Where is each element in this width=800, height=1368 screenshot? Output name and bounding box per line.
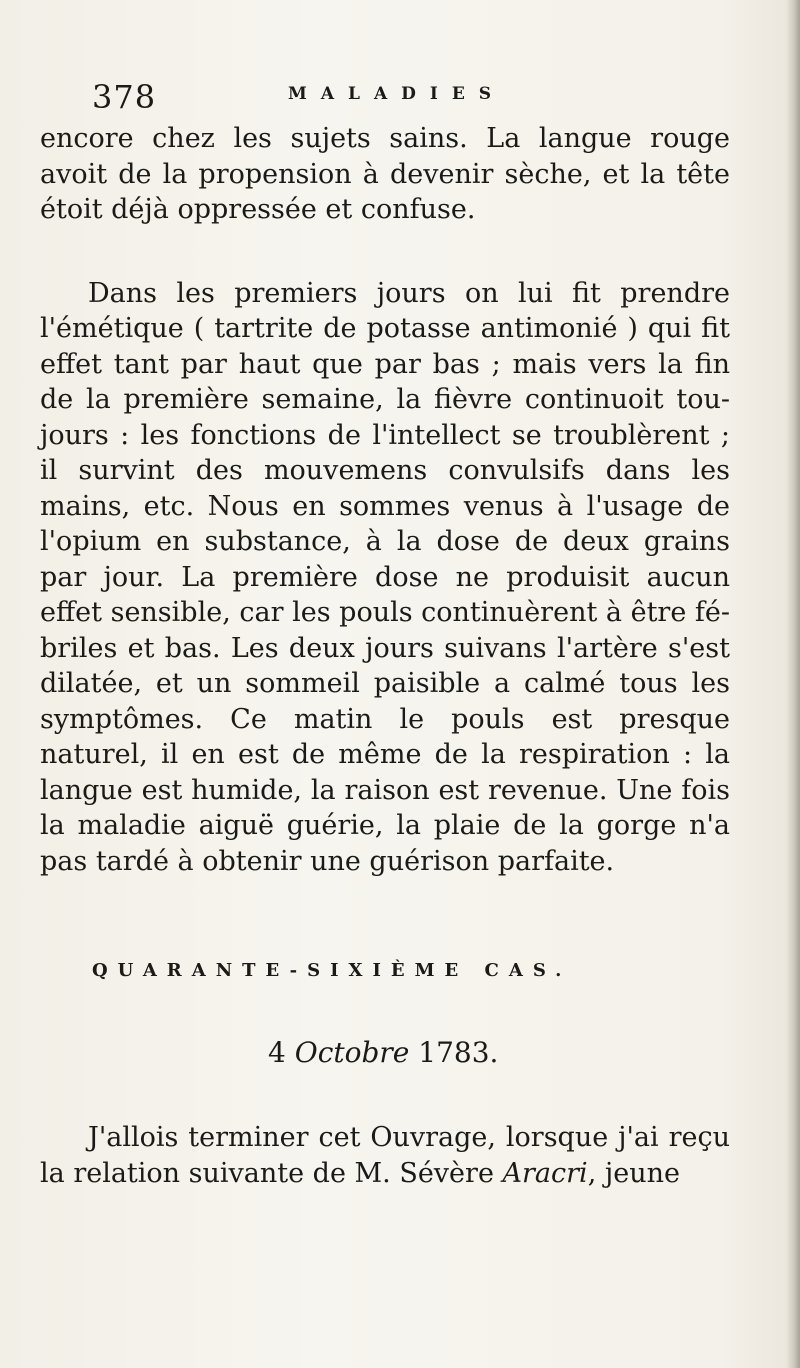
author-name: Aracri xyxy=(502,1157,588,1189)
closing-text xyxy=(40,1120,730,1191)
closing-text-end: , jeune xyxy=(587,1157,680,1189)
date-year: 1783. xyxy=(418,1036,499,1069)
page-number: 378 xyxy=(92,78,157,116)
body-text xyxy=(40,121,730,879)
running-head: MALADIES xyxy=(288,84,506,104)
page-edge-shadow xyxy=(786,0,800,1368)
date-month: Octobre xyxy=(294,1036,410,1069)
case-date xyxy=(268,1036,498,1069)
paragraph-closing xyxy=(40,1120,730,1191)
page-header xyxy=(92,78,712,118)
section-title: QUARANTE-SIXIÈME CAS. xyxy=(92,960,572,981)
paragraph-continuation: encore chez les sujets sains. La langue rouge avoit de la propension à devenir sèche, et la tête étoit déjà oppressée et confuse. xyxy=(40,123,730,225)
closing-text-start: J'allois terminer cet Ouvrage, lorsque j'ai reçu la relation suivante de M. Sévère xyxy=(40,1122,730,1189)
date-day: 4 xyxy=(268,1036,286,1069)
paragraph-treatment: Dans les premiers jours on lui fit prendre l'émétique ( tartrite de potasse antimonié ) qui fit effet tant par haut que par bas ; mais vers la fin de la première semaine, la fièvre continuoit tou-jours : les fonctions de l'intellect se troublèrent ; il survint des mouvemens convulsifs dans les mains, etc. Nous en sommes venus à l'usage de l'opium en substance, à la dose de deux grains par jour. La première dose ne produisit aucun effet sensible, car les pouls continuèrent à être fé-briles et bas. Les deux jours suivans l'artère s'est dilatée, et un sommeil paisible a calmé tous les symptômes. Ce matin le pouls est presque naturel, il en est de même de la respiration : la langue est humide, la raison est revenue. Une fois la maladie aiguë guérie, la plaie de la gorge n'a pas tardé à obtenir une guérison parfaite. xyxy=(40,277,730,877)
